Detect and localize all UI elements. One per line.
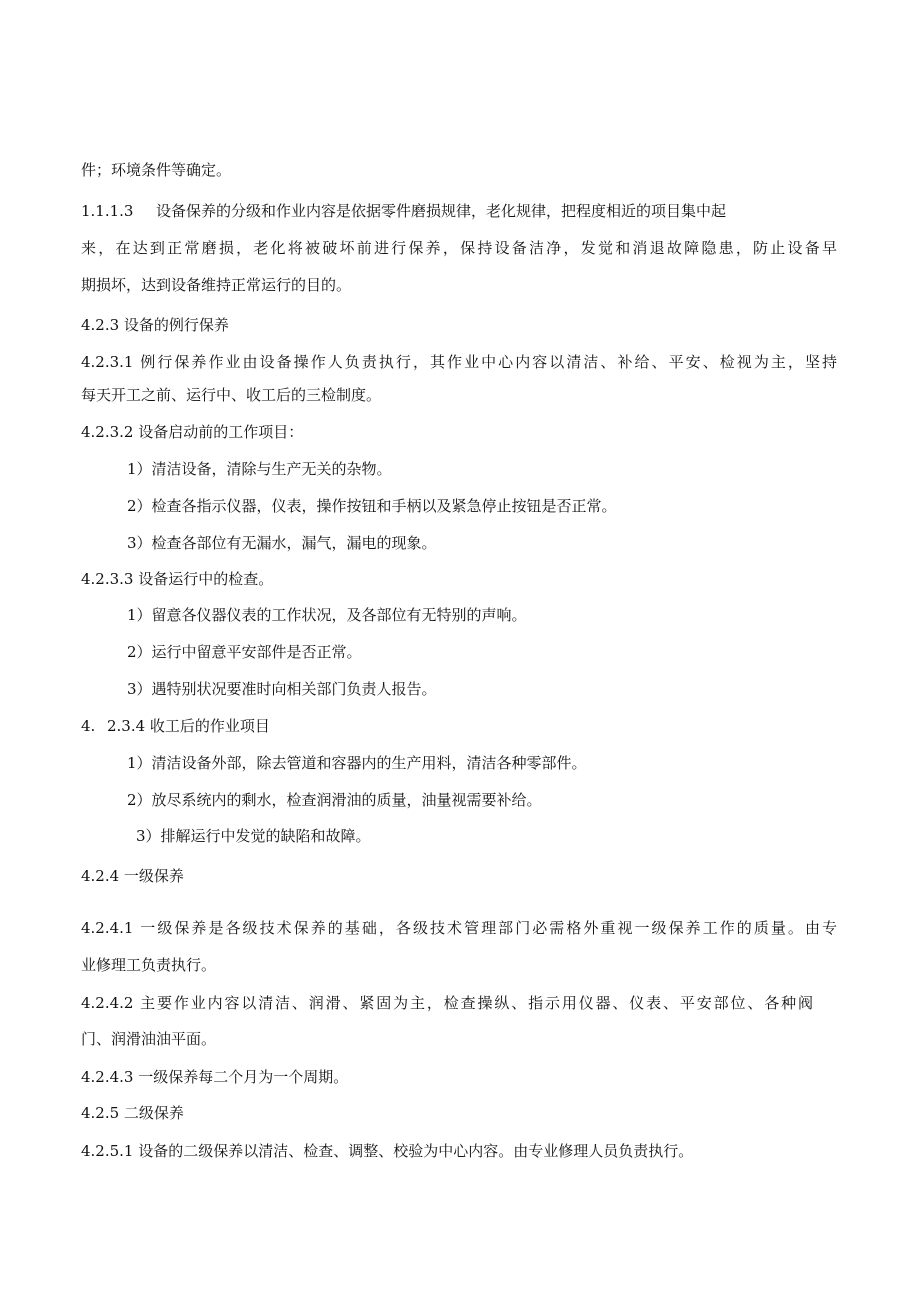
- list-item: 2）运行中留意平安部件是否正常。: [127, 643, 362, 661]
- list-item: 1）留意各仪器仪表的工作状况，及各部位有无特别的声响。: [127, 606, 527, 624]
- section-heading: 4.2.5 二级保养: [81, 1104, 184, 1122]
- section-heading: 4.2.4 一级保养: [81, 867, 184, 885]
- subsection-heading: [81, 716, 270, 736]
- clause-text: 设备保养的分级和作业内容是依据零件磨损规律，老化规律，把程度相近的项目集中起: [156, 202, 727, 220]
- list-item: 3）排解运行中发觉的缺陷和故障。: [136, 827, 371, 845]
- text-line: 来，在达到正常磨损，老化将被破坏前进行保养，保持设备洁净，发觉和消退故障隐患，防止设备早: [81, 239, 837, 257]
- list-item: 2）放尽系统内的剩水，检查润滑油的质量，油量视需要补给。: [127, 791, 542, 809]
- list-item: 3）遇特别状况要准时向相关部门负责人报告。: [127, 680, 437, 698]
- text-line: 期损坏，达到设备维持正常运行的目的。: [81, 276, 352, 294]
- list-item: 1）清洁设备，清除与生产无关的杂物。: [127, 460, 392, 478]
- clause-number: 1.1.1.3: [81, 202, 134, 220]
- subsection-heading: 4.2.3.3 设备运行中的检查。: [81, 570, 274, 588]
- text-line: 4.2.5.1 设备的二级保养以清洁、检查、调整、校验为中心内容。由专业修理人员负责执行。: [81, 1142, 694, 1160]
- list-item: 1）清洁设备外部，除去管道和容器内的生产用料，清洁各种零部件。: [127, 754, 587, 772]
- text-line: 业修理工负责执行。: [81, 956, 217, 974]
- section-heading: 4.2.3 设备的例行保养: [81, 316, 229, 334]
- text-line: 4.2.4.1 一级保养是各级技术保养的基础，各级技术管理部门必需格外重视一级保养工作的质量。由专: [81, 919, 837, 937]
- text-line: 门、润滑油油平面。: [81, 1030, 217, 1048]
- clause-1-1-1-3: [81, 201, 837, 221]
- text-line: 每天开工之前、运行中、收工后的三检制度。: [81, 386, 382, 404]
- text-line: 4.2.3.1 例行保养作业由设备操作人负责执行，其作业中心内容以清洁、补给、平安、检视为主，坚持: [81, 353, 837, 371]
- text-line: 4.2.4.2 主要作业内容以清洁、润滑、紧固为主，检查操纵、指示用仪器、仪表、平安部位、各种阀: [81, 994, 813, 1012]
- subsection-heading: 4.2.3.2 设备启动前的工作项目：: [81, 423, 304, 441]
- list-item: 3）检查各部位有无漏水，漏气，漏电的现象。: [127, 534, 437, 552]
- heading-number: 4.: [81, 717, 96, 735]
- heading-text: 2.3.4 收工后的作业项目: [107, 717, 270, 735]
- text-line: 件；环境条件等确定。: [81, 161, 232, 179]
- text-line: 4.2.4.3 一级保养每二个月为一个周期。: [81, 1068, 349, 1086]
- list-item: 2）检查各指示仪器，仪表，操作按钮和手柄以及紧急停止按钮是否正常。: [127, 497, 617, 515]
